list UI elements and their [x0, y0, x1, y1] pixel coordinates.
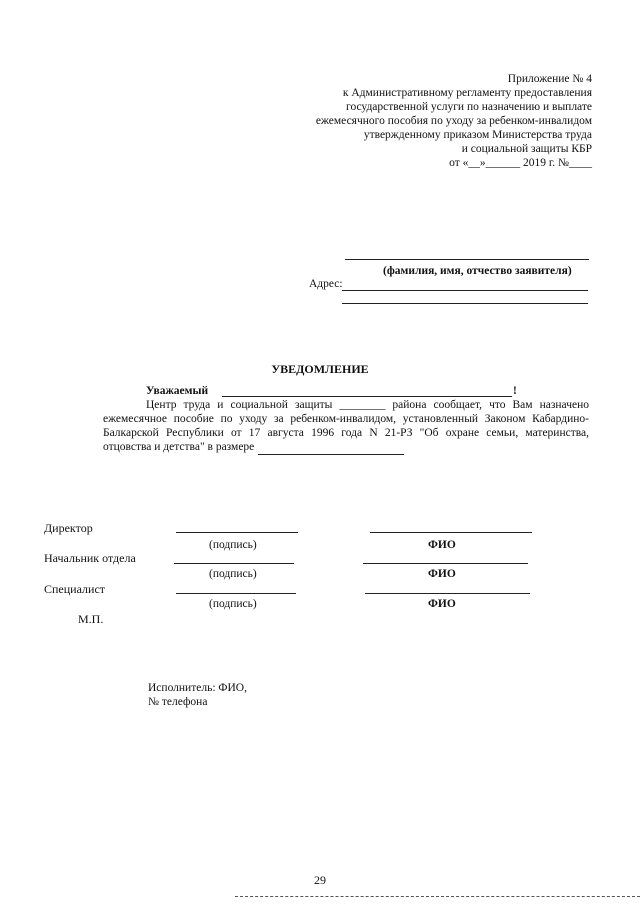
- signature-line: [174, 563, 294, 564]
- applicant-caption: (фамилия, имя, отчество заявителя): [383, 265, 572, 277]
- address-line-2: [342, 303, 588, 304]
- notice-body-line: ежемесячное пособие по уходу за ребенком-инвалидом, установленный Законом Кабардино-: [103, 413, 589, 425]
- executor-name: Исполнитель: ФИО,: [148, 682, 247, 694]
- role-label: Начальник отдела: [44, 551, 136, 565]
- amount-line: [258, 454, 404, 455]
- name-line: [363, 563, 528, 564]
- notice-title: УВЕДОМЛЕНИЕ: [271, 362, 369, 376]
- signature-caption: (подпись): [209, 568, 257, 580]
- role-label: Директор: [44, 521, 93, 535]
- executor-phone: № телефона: [148, 696, 208, 708]
- header-date-line: от «__»______ 2019 г. №____: [449, 157, 592, 169]
- applicant-name-line: [345, 259, 589, 260]
- address-label: Адрес:: [309, 278, 343, 290]
- page-number: 29: [314, 873, 326, 887]
- role-label: Специалист: [44, 582, 106, 596]
- name-caption: ФИО: [428, 539, 456, 551]
- salutation-name-line: [222, 396, 512, 397]
- signature-line: [176, 593, 296, 594]
- name-line: [370, 532, 532, 533]
- stamp-place: М.П.: [78, 612, 104, 626]
- notice-body-line: отцовства и детства" в размере: [103, 441, 255, 453]
- header-line: и социальной защиты КБР: [461, 143, 592, 155]
- name-caption: ФИО: [428, 598, 456, 610]
- address-line-1: [342, 290, 588, 291]
- signature-caption: (подпись): [209, 598, 257, 610]
- header-line: к Административному регламенту предоставления: [342, 87, 592, 99]
- header-line: ежемесячного пособия по уходу за ребенком-инвалидом: [315, 115, 592, 127]
- notice-body-line: Центр труда и социальной защиты ________ района сообщает, что Вам назначено: [146, 399, 589, 411]
- footer-divider: [235, 896, 640, 897]
- appendix-number: Приложение № 4: [507, 73, 592, 85]
- salutation: Уважаемый: [146, 385, 209, 397]
- signature-caption: (подпись): [209, 539, 257, 551]
- name-caption: ФИО: [428, 568, 456, 580]
- header-line: государственной услуги по назначению и выплате: [346, 101, 592, 113]
- name-line: [365, 593, 530, 594]
- notice-body-line: Балкарской Республики от 17 августа 1996 года N 21-РЗ "Об охране семьи, материнства,: [103, 427, 589, 439]
- header-line: утвержденному приказом Министерства труда: [363, 129, 592, 141]
- salutation-exclamation: !: [513, 385, 517, 397]
- signature-line: [176, 532, 298, 533]
